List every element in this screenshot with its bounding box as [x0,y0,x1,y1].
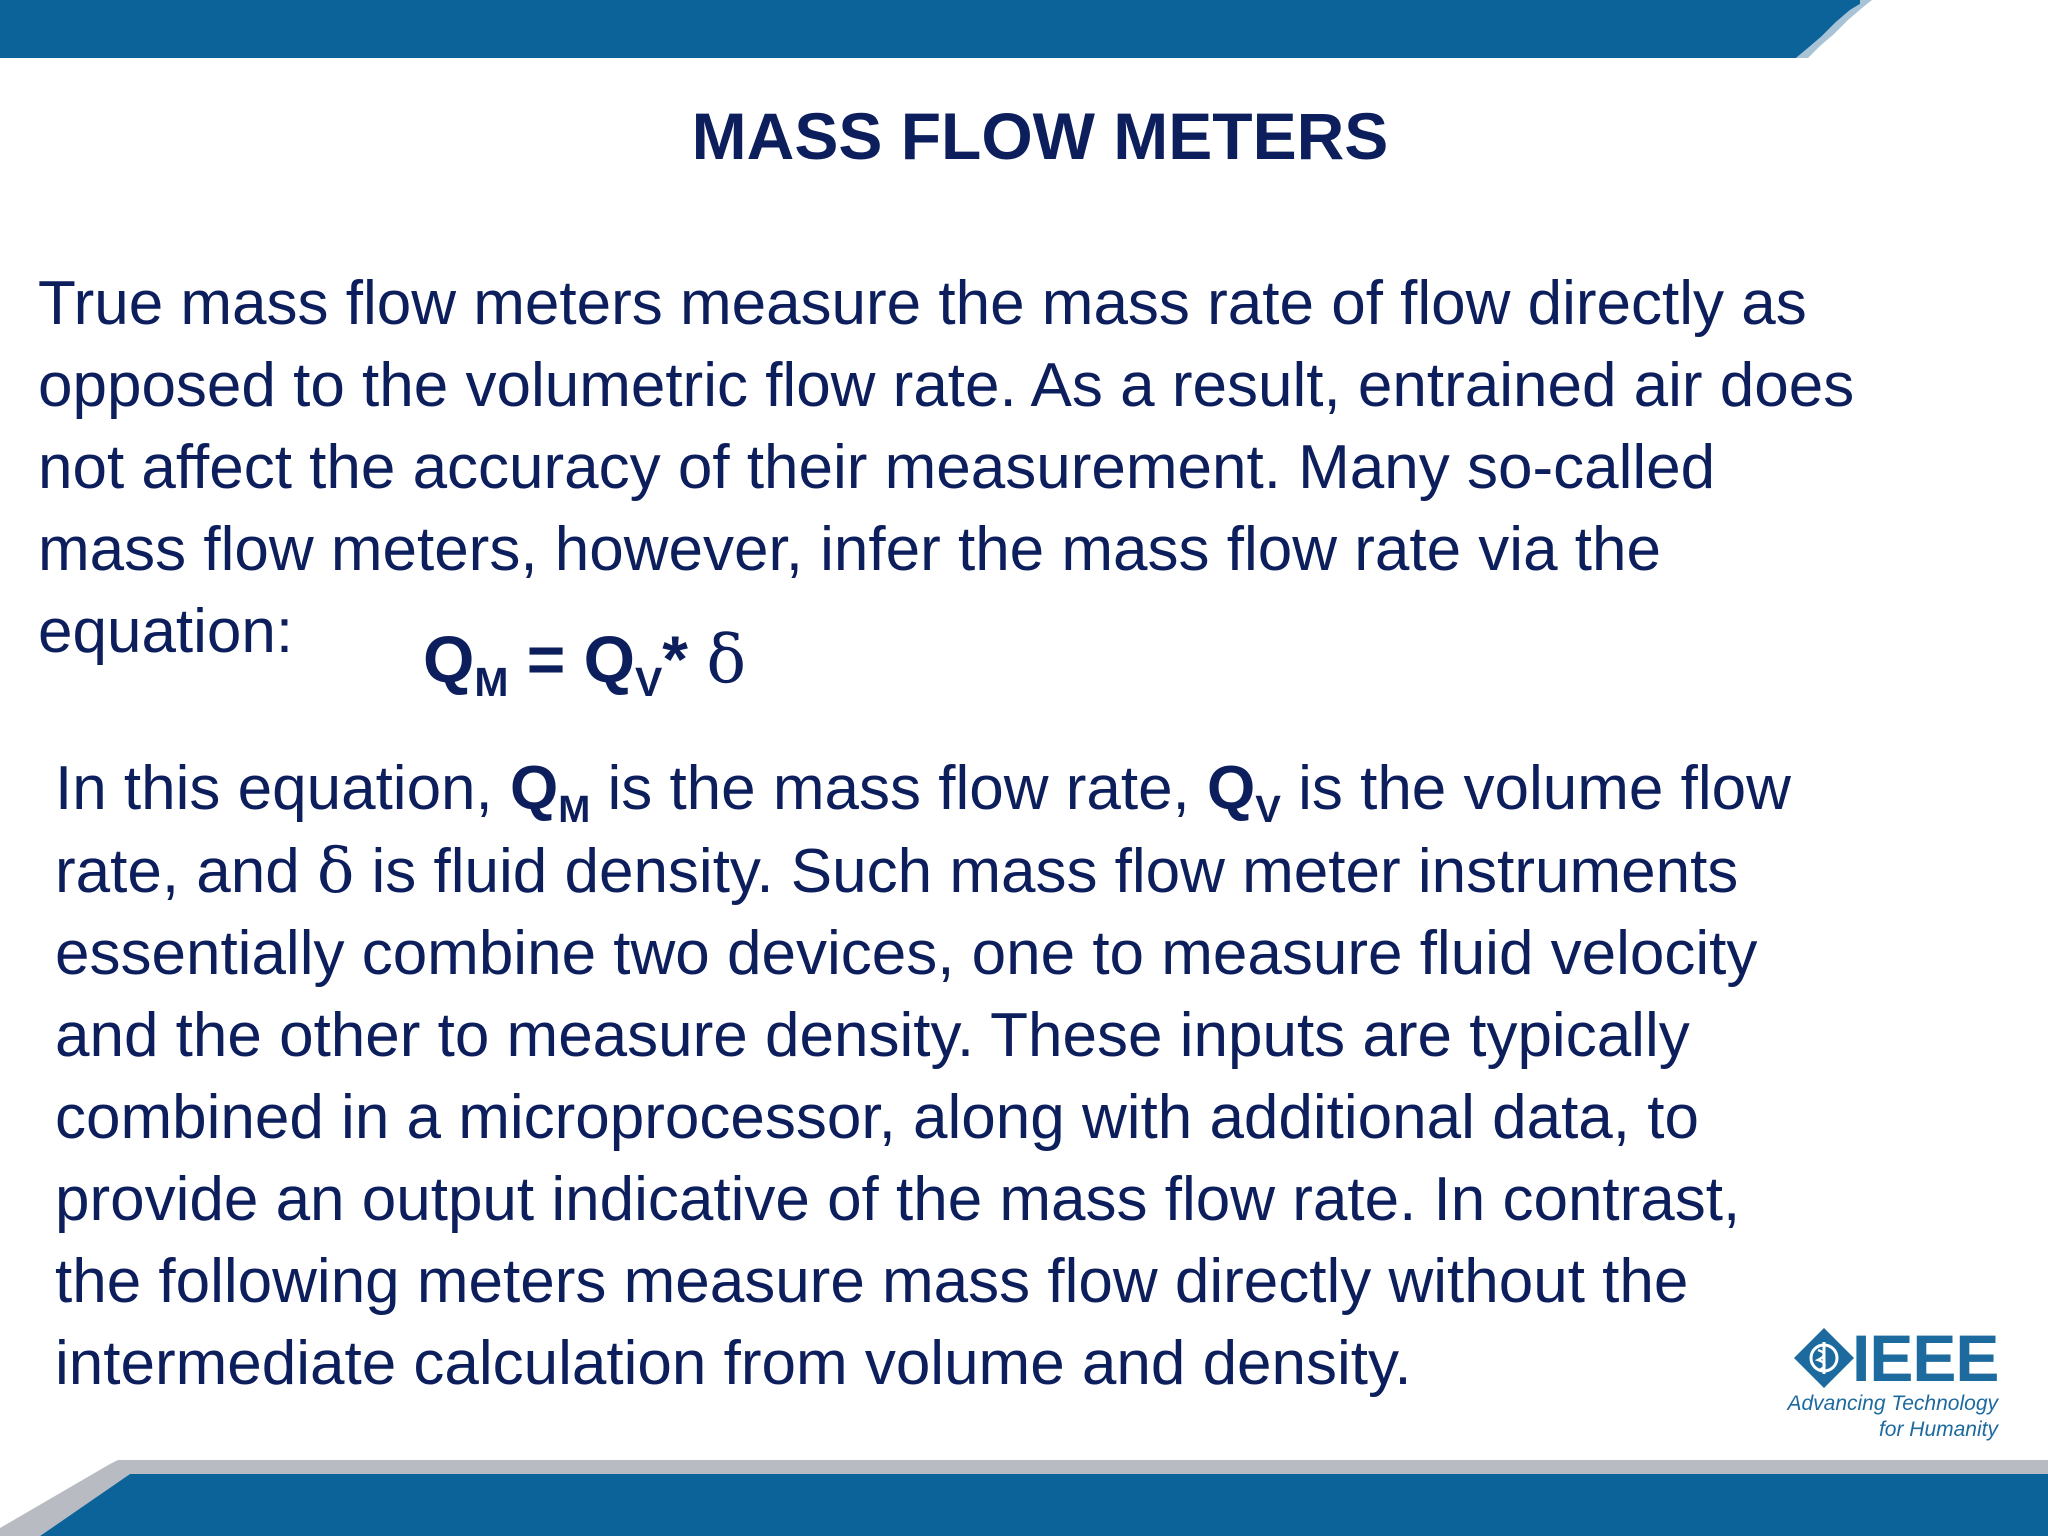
qv-subscript: V [635,659,663,706]
paragraph-line: not affect the accuracy of their measurement. Many so-called [38,433,1716,502]
bottom-banner [0,1460,2048,1536]
mass-flow-equation [423,614,746,705]
paragraph-line: essentially combine two devices, one to measure fluid velocity [55,919,1758,988]
delta-symbol: δ [316,834,355,907]
intro-paragraph [38,263,2048,673]
qv-symbol: Q [1207,754,1256,823]
text-run: is fluid density. Such mass flow meter instruments [354,837,1739,906]
ieee-wordmark: IEEE [1852,1321,1999,1395]
delta-symbol: δ [706,621,747,698]
multiply-sign: * [662,622,688,696]
text-run: In this equation, [55,754,510,823]
qv-subscript: V [1255,788,1281,832]
paragraph-line: mass flow meters, however, infer the mass flow rate via the [38,515,1661,584]
top-banner [0,0,2048,60]
paragraph-line: and the other to measure density. These inputs are typically [55,1001,1690,1070]
paragraph-line [55,748,2045,830]
paragraph-line: combined in a microprocessor, along with additional data, to [55,1083,1699,1152]
text-run: is the mass flow rate, [590,754,1207,823]
paragraph-line: opposed to the volumetric flow rate. As a result, entrained air does [38,351,1855,420]
paragraph-line: True mass flow meters measure the mass rate of flow directly as [38,269,1807,338]
qm-subscript: M [474,659,509,706]
logo-tagline: for Humanity [1878,1418,1998,1441]
explanation-paragraph [55,748,2045,1405]
ieee-diamond-icon [1792,1326,1856,1390]
paragraph-line: intermediate calculation from volume and density. [55,1329,1412,1398]
text-run: rate, and [55,837,317,906]
ieee-logo [1786,1322,2006,1446]
paragraph-line: equation: [38,597,294,666]
paragraph-line [55,830,2045,913]
text-run: is the volume flow [1280,754,1791,823]
logo-tagline: Advancing Technology [1787,1392,1998,1415]
equals-sign: = [526,622,566,696]
qm-subscript: M [558,788,591,832]
paragraph-line: provide an output indicative of the mass flow rate. In contrast, [55,1165,1741,1234]
qm-symbol: Q [509,754,559,823]
qv-symbol: Q [583,622,635,696]
qm-symbol: Q [423,622,475,696]
slide-title: MASS FLOW METERS [691,99,1389,173]
paragraph-line: the following meters measure mass flow directly without the [55,1247,1689,1316]
